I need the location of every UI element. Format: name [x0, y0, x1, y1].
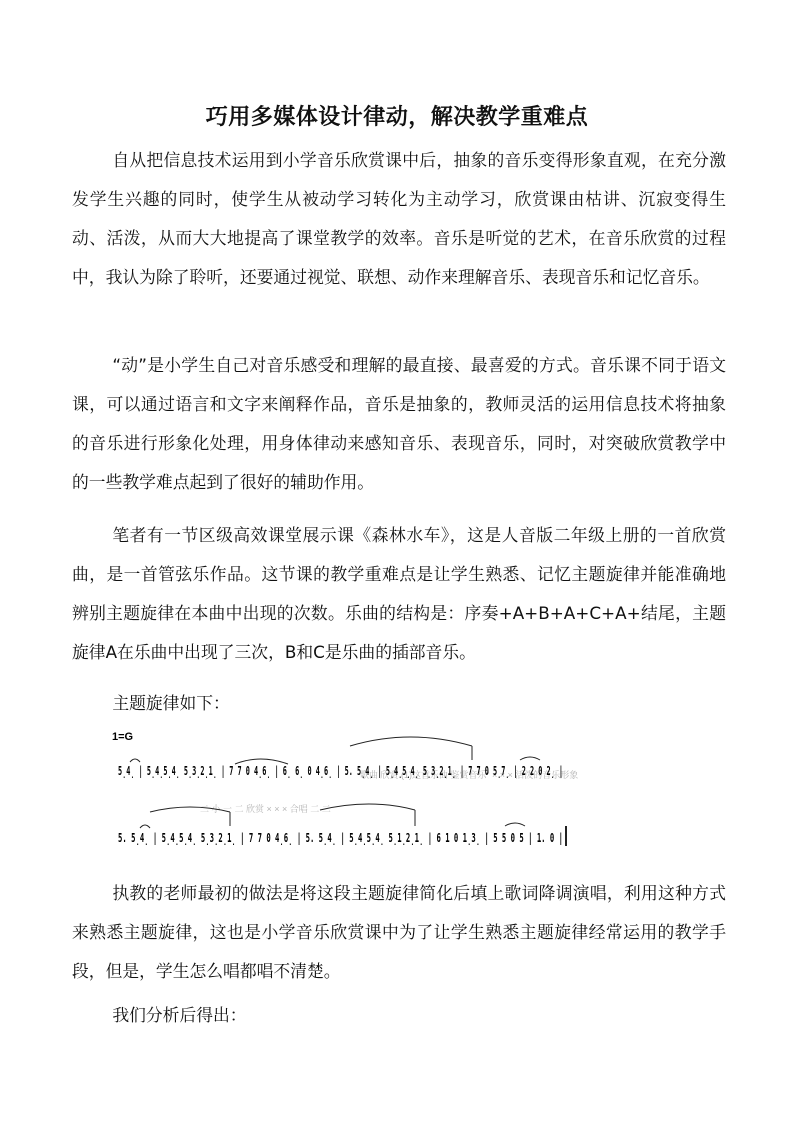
score-line-1: 5̣4̣ | 5̣4̣5̣4̣ 5̣3̣2̣1̣ | 7 7 0 4̣6̣ | 6̣ 6̣ 0 4̣6̣ | 5. 5̣4̣ | 5̣4̣5̣4̣ 5̣3̣2̣1̣ | 7 7 0 5̣7̣ | 2 2 0 2̣ | [118, 763, 563, 778]
paragraph-theme-intro: 主题旋律如下： [112, 693, 230, 713]
score-final-barline [565, 826, 567, 846]
paragraph-intro: 自从把信息技术运用到小学音乐欣赏课中后，抽象的音乐变得形象直观，在充分激发学生兴趣的同时，使学生从被动学习转化为主动学习，欣赏课由枯讲、沉寂变得生动、活泼，从而大大地提高了课堂教学的效率。音乐是听觉的艺术，在音乐欣赏的过程中，我认为除了聆听，还要通过视觉、联想、动作来理解音乐、表现音乐和记忆音乐。 [72, 150, 726, 287]
score-slurs-line-2 [140, 804, 525, 828]
score-key-signature: 1=G [112, 731, 134, 743]
paragraph-lesson: 笔者有一节区级高效课堂展示课《森林水车》，这是人音版二年级上册的一首欣赏曲，是一首管弦乐作品。这节课的教学重难点是让学生熟悉、记忆主题旋律并能准确地辨别主题旋律在本曲中出现的次数。乐曲的结构是：序奏+A+B+A+C+A+结尾，主题旋律A在乐曲中出现了三次，B和C是乐曲的插部音乐。 [72, 525, 726, 662]
score-faint-text-2: 二 小 一 二 欣赏 × × × 合唱 二 二 [200, 804, 331, 814]
document-title: 巧用多媒体设计律动，解决教学重难点 [205, 104, 589, 130]
paragraph-teacher-approach: 执教的老师最初的做法是将这段主题旋律简化后填上歌词降调演唱，利用这种方式来熟悉主题旋律，这也是小学音乐欣赏课中为了让学生熟悉主题旋律经常运用的教学手段，但是，学生怎么唱都唱不清楚。 [72, 883, 726, 981]
theme-melody-score [110, 730, 580, 865]
score-slurs-line-1 [130, 737, 540, 764]
paragraph-analysis: 我们分析后得出： [112, 1005, 247, 1025]
score-faint-text: 歌曲 欣赏 (1)这首乐曲 鉴赏音乐“ × × × 活泼的音乐形象 [360, 770, 579, 780]
score-line-2: 5. 5̣4̣ | 5̣4̣5̣4̣ 5̣3̣2̣1̣ | 7 7 0 4̣6̣ | 5. 5̣4̣ | 5̣4̣5̣4̣ 5̣1̣2̣1̣ | 6 1 0 1̣3̣ | 5 5 0 5 | 1. 0 | [118, 830, 563, 845]
paragraph-movement: “动”是小学生自己对音乐感受和理解的最直接、最喜爱的方式。音乐课不同于语文课，可以通过语言和文字来阐释作品，音乐是抽象的，教师灵活的运用信息技术将抽象的音乐进行形象化处理，用身体律动来感知音乐、表现音乐，同时，对突破欣赏教学中的一些教学难点起到了很好的辅助作用。 [72, 355, 726, 492]
